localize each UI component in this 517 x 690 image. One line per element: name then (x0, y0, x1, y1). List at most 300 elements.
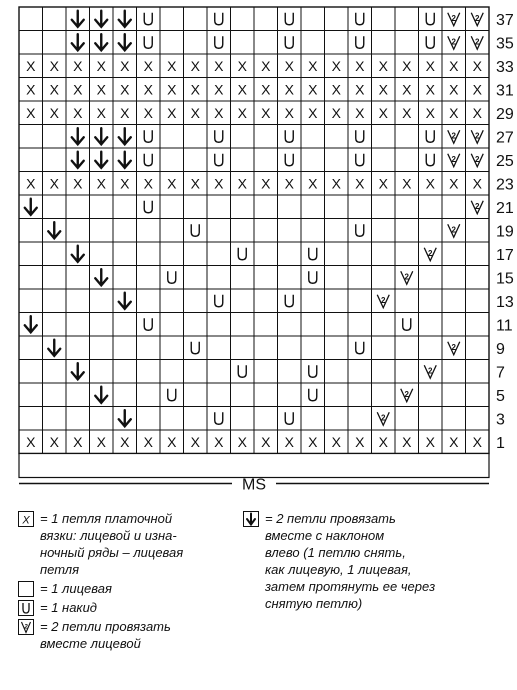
knit-mark (419, 313, 443, 337)
garter-stitch-mark (278, 101, 302, 125)
legend-text: = 1 лицевая (40, 581, 112, 596)
garter-stitch-mark (466, 54, 490, 78)
yarn-over-mark (137, 7, 161, 31)
garter-stitch-mark (372, 430, 396, 454)
row-number-label: 17 (496, 246, 514, 264)
svg-text:X: X (378, 433, 388, 450)
ssk-mark (113, 125, 137, 149)
svg-text:X: X (308, 57, 318, 74)
svg-text:2: 2 (381, 413, 386, 423)
row-number-label: 15 (496, 270, 514, 288)
knit-mark (278, 219, 302, 243)
yarn-over-mark (348, 219, 372, 243)
knit-mark (90, 313, 114, 337)
svg-text:2: 2 (475, 201, 480, 211)
knit-mark (325, 407, 349, 431)
garter-stitch-mark (466, 78, 490, 102)
svg-text:X: X (49, 433, 59, 450)
svg-text:X: X (402, 175, 412, 192)
knit-mark (66, 336, 90, 360)
knit-mark (395, 242, 419, 266)
yarn-over-mark (278, 125, 302, 149)
knit-mark (184, 195, 208, 219)
knit-mark (184, 242, 208, 266)
svg-text:X: X (378, 57, 388, 74)
garter-stitch-mark (325, 54, 349, 78)
knit-mark (301, 148, 325, 172)
knit-mark (278, 242, 302, 266)
k2tog-mark (466, 195, 490, 219)
svg-text:X: X (449, 433, 459, 450)
svg-text:X: X (331, 175, 341, 192)
legend-item (243, 510, 458, 612)
knit-mark (254, 219, 278, 243)
legend-item (18, 618, 218, 652)
knit-mark (184, 148, 208, 172)
svg-text:X: X (331, 81, 341, 98)
ssk-icon (243, 511, 259, 527)
yarn-over-mark (184, 219, 208, 243)
ssk-mark (90, 125, 114, 149)
knit-mark (301, 289, 325, 313)
knit-mark (184, 407, 208, 431)
row-number-label: 25 (496, 152, 514, 170)
yarn-over-mark (231, 242, 255, 266)
knit-mark (43, 125, 67, 149)
legend-item (18, 510, 218, 578)
knit-mark (442, 242, 466, 266)
svg-text:X: X (402, 433, 412, 450)
garter-stitch-mark (19, 78, 43, 102)
k2tog-mark (419, 242, 443, 266)
svg-text:X: X (237, 81, 247, 98)
garter-stitch-mark (442, 430, 466, 454)
yarn-over-mark (301, 383, 325, 407)
knit-mark (325, 7, 349, 31)
knit-mark (325, 219, 349, 243)
garter-stitch-mark (278, 172, 302, 196)
garter-stitch-icon (18, 511, 34, 527)
svg-text:X: X (472, 433, 482, 450)
repeat-strip (19, 454, 489, 478)
garter-stitch-mark (66, 101, 90, 125)
garter-stitch-mark (395, 101, 419, 125)
garter-stitch-mark (348, 78, 372, 102)
yarn-over-mark (395, 313, 419, 337)
yarn-over-mark (278, 289, 302, 313)
yarn-over-mark (419, 125, 443, 149)
knit-mark (19, 219, 43, 243)
svg-text:X: X (261, 104, 271, 121)
knit-mark (184, 31, 208, 55)
yarn-over-mark (184, 336, 208, 360)
garter-stitch-mark (207, 101, 231, 125)
knit-mark (419, 383, 443, 407)
knit-mark (419, 266, 443, 290)
yarn-over-mark (137, 195, 161, 219)
garter-stitch-mark (43, 430, 67, 454)
yarn-over-mark (207, 148, 231, 172)
garter-stitch-mark (137, 430, 161, 454)
knit-mark (466, 242, 490, 266)
garter-stitch-mark (466, 172, 490, 196)
k2tog-mark (442, 125, 466, 149)
knit-mark (301, 219, 325, 243)
knit-mark (419, 289, 443, 313)
garter-stitch-mark (207, 172, 231, 196)
knit-mark (113, 336, 137, 360)
yarn-over-mark (348, 148, 372, 172)
garter-stitch-mark (372, 54, 396, 78)
svg-text:X: X (73, 175, 83, 192)
garter-stitch-mark (160, 54, 184, 78)
knit-mark (301, 313, 325, 337)
svg-text:X: X (73, 433, 83, 450)
knit-mark (254, 7, 278, 31)
knit-mark (184, 289, 208, 313)
knit-mark (160, 219, 184, 243)
svg-text:X: X (26, 433, 36, 450)
knit-mark (442, 289, 466, 313)
knit-mark (466, 336, 490, 360)
ssk-mark (113, 407, 137, 431)
knit-mark (395, 195, 419, 219)
garter-stitch-mark (301, 172, 325, 196)
garter-stitch-mark (348, 101, 372, 125)
row-number-label: 13 (496, 293, 514, 311)
legend-text: = 1 накид (40, 600, 97, 615)
knit-mark (19, 125, 43, 149)
garter-stitch-mark (231, 430, 255, 454)
ssk-mark (113, 31, 137, 55)
knit-mark (348, 195, 372, 219)
knit-mark (90, 407, 114, 431)
knit-mark (395, 7, 419, 31)
garter-stitch-mark (372, 101, 396, 125)
svg-text:X: X (26, 104, 36, 121)
knit-mark (301, 195, 325, 219)
knit-mark (19, 31, 43, 55)
svg-text:X: X (261, 175, 271, 192)
svg-text:2: 2 (475, 154, 480, 164)
svg-text:X: X (378, 175, 388, 192)
svg-text:X: X (449, 57, 459, 74)
garter-stitch-mark (160, 101, 184, 125)
knit-mark (231, 148, 255, 172)
knit-mark (184, 7, 208, 31)
svg-text:X: X (120, 175, 130, 192)
knit-mark (137, 219, 161, 243)
garter-stitch-mark (395, 430, 419, 454)
knit-mark (66, 289, 90, 313)
knit-mark (231, 289, 255, 313)
repeat-label: MS (242, 476, 266, 494)
k2tog-mark (442, 219, 466, 243)
yarn-over-mark (278, 407, 302, 431)
knit-mark (66, 383, 90, 407)
ssk-mark (113, 7, 137, 31)
svg-text:2: 2 (404, 272, 409, 282)
svg-text:X: X (190, 104, 200, 121)
knit-mark (43, 148, 67, 172)
garter-stitch-mark (254, 54, 278, 78)
ssk-mark (90, 148, 114, 172)
svg-text:X: X (284, 57, 294, 74)
knit-mark (254, 289, 278, 313)
knit-mark (301, 31, 325, 55)
k2tog-mark (419, 360, 443, 384)
garter-stitch-mark (301, 78, 325, 102)
knit-mark (325, 289, 349, 313)
knit-mark (348, 313, 372, 337)
yarn-over-mark (278, 148, 302, 172)
knit-mark (278, 195, 302, 219)
svg-text:2: 2 (451, 342, 456, 352)
knit-mark (278, 313, 302, 337)
knit-mark (137, 242, 161, 266)
garter-stitch-mark (137, 172, 161, 196)
yarn-over-mark (419, 148, 443, 172)
knit-mark (184, 360, 208, 384)
knit-mark (113, 360, 137, 384)
knit-mark (184, 266, 208, 290)
knit-mark (231, 407, 255, 431)
k2tog-mark (395, 266, 419, 290)
garter-stitch-mark (254, 101, 278, 125)
knit-mark (19, 383, 43, 407)
knit-mark (325, 148, 349, 172)
yarn-over-mark (419, 31, 443, 55)
legend-text: = 2 петли провязать вместе лицевой (40, 619, 171, 651)
knit-mark (160, 360, 184, 384)
ssk-mark (43, 336, 67, 360)
knit-mark (395, 360, 419, 384)
yarn-over-mark (278, 31, 302, 55)
legend-item (18, 580, 218, 597)
garter-stitch-mark (19, 172, 43, 196)
svg-text:X: X (284, 81, 294, 98)
knit-mark (325, 360, 349, 384)
garter-stitch-mark (254, 430, 278, 454)
knit-mark (113, 219, 137, 243)
garter-stitch-mark (231, 54, 255, 78)
yarn-over-mark (348, 7, 372, 31)
knit-mark (419, 407, 443, 431)
knit-mark (231, 125, 255, 149)
yarn-over-mark (207, 407, 231, 431)
row-number-label: 19 (496, 223, 514, 241)
k2tog-mark (395, 383, 419, 407)
knit-mark (184, 125, 208, 149)
knit-mark (419, 219, 443, 243)
knit-mark (372, 313, 396, 337)
ssk-mark (90, 7, 114, 31)
garter-stitch-mark (466, 430, 490, 454)
svg-text:X: X (261, 57, 271, 74)
garter-stitch-mark (395, 54, 419, 78)
garter-stitch-mark (207, 54, 231, 78)
svg-text:2: 2 (428, 248, 433, 258)
svg-text:X: X (190, 81, 200, 98)
knit-mark (113, 242, 137, 266)
svg-text:X: X (331, 104, 341, 121)
knit-mark (278, 360, 302, 384)
garter-stitch-mark (442, 172, 466, 196)
row-number-label: 1 (496, 434, 505, 452)
ssk-mark (66, 360, 90, 384)
knit-mark (325, 195, 349, 219)
svg-text:X: X (214, 81, 224, 98)
svg-text:X: X (378, 81, 388, 98)
knit-mark (231, 383, 255, 407)
knit-mark (372, 195, 396, 219)
knit-mark (325, 125, 349, 149)
svg-text:X: X (261, 81, 271, 98)
svg-text:X: X (143, 81, 153, 98)
knit-mark (90, 242, 114, 266)
k2tog-icon (18, 619, 34, 635)
knit-mark (43, 383, 67, 407)
knit-mark (372, 266, 396, 290)
svg-text:X: X (261, 433, 271, 450)
garter-stitch-mark (113, 78, 137, 102)
garter-stitch-mark (66, 54, 90, 78)
k2tog-mark (466, 148, 490, 172)
k2tog-mark (442, 31, 466, 55)
knit-mark (254, 336, 278, 360)
garter-stitch-mark (278, 54, 302, 78)
knit-mark (137, 407, 161, 431)
knit-mark (301, 125, 325, 149)
svg-text:X: X (167, 57, 177, 74)
knit-mark (372, 360, 396, 384)
svg-text:X: X (472, 175, 482, 192)
row-number-label: 9 (496, 340, 505, 358)
garter-stitch-mark (419, 54, 443, 78)
svg-text:2: 2 (451, 13, 456, 23)
knit-mark (66, 266, 90, 290)
ssk-mark (113, 289, 137, 313)
knit-mark (395, 31, 419, 55)
ssk-mark (66, 31, 90, 55)
garter-stitch-mark (160, 430, 184, 454)
svg-text:X: X (402, 104, 412, 121)
garter-stitch-mark (137, 54, 161, 78)
knit-icon (18, 581, 34, 597)
knit-mark (207, 266, 231, 290)
garter-stitch-mark (419, 430, 443, 454)
yarn-over-mark (419, 7, 443, 31)
svg-text:X: X (49, 104, 59, 121)
svg-text:X: X (284, 104, 294, 121)
garter-stitch-mark (207, 430, 231, 454)
knit-mark (160, 195, 184, 219)
knit-mark (301, 7, 325, 31)
svg-text:2: 2 (451, 225, 456, 235)
yarn-over-icon (18, 600, 34, 616)
garter-stitch-mark (137, 78, 161, 102)
svg-text:2: 2 (475, 13, 480, 23)
knit-mark (90, 360, 114, 384)
row-number-label: 23 (496, 176, 514, 194)
knit-mark (19, 148, 43, 172)
k2tog-mark (442, 148, 466, 172)
knit-mark (254, 242, 278, 266)
k2tog-mark (466, 125, 490, 149)
knit-mark (43, 266, 67, 290)
garter-stitch-mark (19, 430, 43, 454)
knit-mark (395, 407, 419, 431)
svg-text:X: X (237, 104, 247, 121)
svg-text:X: X (96, 433, 106, 450)
knit-mark (231, 313, 255, 337)
knit-mark (442, 266, 466, 290)
legend-left (18, 510, 218, 654)
garter-stitch-mark (231, 78, 255, 102)
garter-stitch-mark (466, 101, 490, 125)
garter-stitch-mark (419, 172, 443, 196)
garter-stitch-mark (184, 101, 208, 125)
garter-stitch-mark (348, 430, 372, 454)
knit-mark (348, 360, 372, 384)
garter-stitch-mark (301, 101, 325, 125)
garter-stitch-mark (90, 172, 114, 196)
ssk-mark (66, 7, 90, 31)
svg-text:X: X (190, 175, 200, 192)
knit-mark (325, 242, 349, 266)
knit-mark (466, 266, 490, 290)
ssk-mark (43, 219, 67, 243)
garter-stitch-mark (231, 101, 255, 125)
yarn-over-mark (278, 7, 302, 31)
svg-text:X: X (284, 175, 294, 192)
knit-mark (207, 313, 231, 337)
yarn-over-mark (348, 125, 372, 149)
knit-mark (254, 125, 278, 149)
knit-mark (19, 266, 43, 290)
row-number-label: 7 (496, 364, 505, 382)
svg-text:X: X (214, 433, 224, 450)
garter-stitch-mark (184, 78, 208, 102)
knit-mark (372, 7, 396, 31)
knit-mark (207, 383, 231, 407)
svg-text:2: 2 (475, 37, 480, 47)
svg-text:X: X (167, 81, 177, 98)
knit-mark (254, 266, 278, 290)
garter-stitch-mark (184, 172, 208, 196)
knit-mark (254, 195, 278, 219)
knit-mark (160, 313, 184, 337)
row-number-label: 5 (496, 387, 505, 405)
svg-text:2: 2 (451, 37, 456, 47)
garter-stitch-mark (442, 78, 466, 102)
svg-text:X: X (472, 57, 482, 74)
svg-text:X: X (355, 175, 365, 192)
knit-mark (442, 407, 466, 431)
knit-mark (254, 407, 278, 431)
garter-stitch-mark (184, 54, 208, 78)
legend-right (243, 510, 458, 614)
garter-stitch-mark (19, 101, 43, 125)
garter-stitch-mark (254, 172, 278, 196)
svg-text:X: X (472, 104, 482, 121)
knit-mark (466, 407, 490, 431)
svg-text:X: X (26, 81, 36, 98)
ssk-mark (19, 313, 43, 337)
garter-stitch-mark (113, 172, 137, 196)
ssk-mark (90, 31, 114, 55)
knit-mark (442, 313, 466, 337)
